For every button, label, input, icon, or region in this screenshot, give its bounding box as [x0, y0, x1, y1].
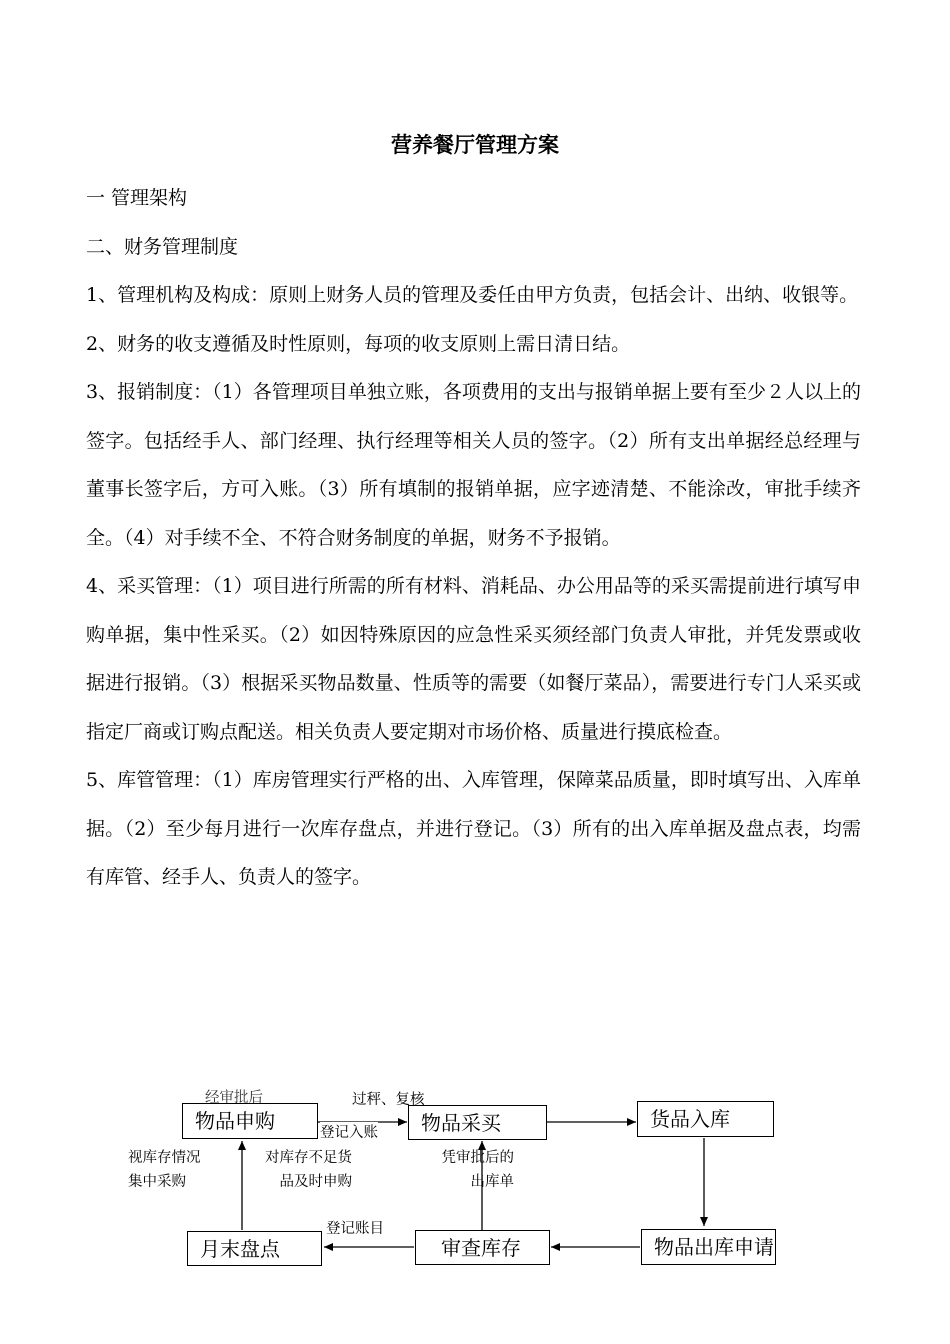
- node-outbound-request-label: 物品出库申请: [654, 1235, 774, 1259]
- label-register-account: 登记入账: [320, 1122, 378, 1145]
- document-title: 营养餐厅管理方案: [391, 132, 559, 157]
- flowchart: [0, 1070, 950, 1344]
- label-approved-outbound: 凭审批后的出库单: [441, 1150, 514, 1190]
- label-top-clipped: [205, 1090, 305, 1110]
- label-weigh-check: [352, 1093, 442, 1111]
- paragraph-management-structure: 一 管理架构: [86, 187, 188, 209]
- paragraph-income-expense: 2、财务的收支遵循及时性原则，每项的收支原则上需日清日结。: [86, 332, 631, 355]
- label-register-ledger: 登记账目: [326, 1221, 384, 1237]
- paragraph-finance-system: 二、财务管理制度: [86, 235, 239, 258]
- node-purchasing: 物品采买: [408, 1105, 547, 1140]
- paragraph-management-body: 1、管理机构及构成：原则上财务人员的管理及委任由甲方负责，包括会计、出纳、收银等。: [86, 284, 859, 306]
- label-view-inventory: 视库存情况集中采购: [128, 1150, 201, 1190]
- node-outbound-request: [641, 1229, 776, 1265]
- label-top-clipped-text: 经审批后: [205, 1090, 263, 1106]
- node-month-end-count: 月末盘点: [187, 1231, 322, 1266]
- document-body: [86, 174, 861, 902]
- paragraph-reimbursement: 3、报销制度：（1）各管理项目单独立账，各项费用的支出与报销单据上要有至少２人以上的签字。包括经手人、部门经理、执行经理等相关人员的签字。（2）所有支出单据经总经理与董事长签字后，方可入账。（3）所有填制的报销单据，应字迹清楚、不能涂改，审批手续齐全。（4）对手续不全、不符合财务制度的单据，财务不予报销。: [86, 381, 861, 549]
- node-inventory-check: 审查库存: [415, 1230, 550, 1265]
- label-weigh-check-text: 过秤、复核: [352, 1092, 425, 1108]
- node-purchase-request: 物品申购: [182, 1103, 318, 1139]
- label-shortage-request: 对库存不足货品及时申购: [265, 1150, 352, 1190]
- paragraph-purchasing: 4、采买管理：（1）项目进行所需的所有材料、消耗品、办公用品等的采买需提前进行填写申购单据，集中性采买。（2）如因特殊原因的应急性采买须经部门负责人审批，并凭发票或收据进行报销。（3）根据采买物品数量、性质等的需要（如餐厅菜品），需要进行专门人采买或指定厂商或订购点配送。相关负责人要定期对市场价格、质量进行摸底检查。: [86, 575, 861, 743]
- paragraph-warehouse: 5、库管管理：（1）库房管理实行严格的出、入库管理，保障菜品质量，即时填写出、入库单据。（2）至少每月进行一次库存盘点，并进行登记。（3）所有的出入库单据及盘点表，均需有库管、经手人、负责人的签字。: [86, 769, 861, 888]
- node-goods-inbound: 货品入库: [637, 1101, 774, 1137]
